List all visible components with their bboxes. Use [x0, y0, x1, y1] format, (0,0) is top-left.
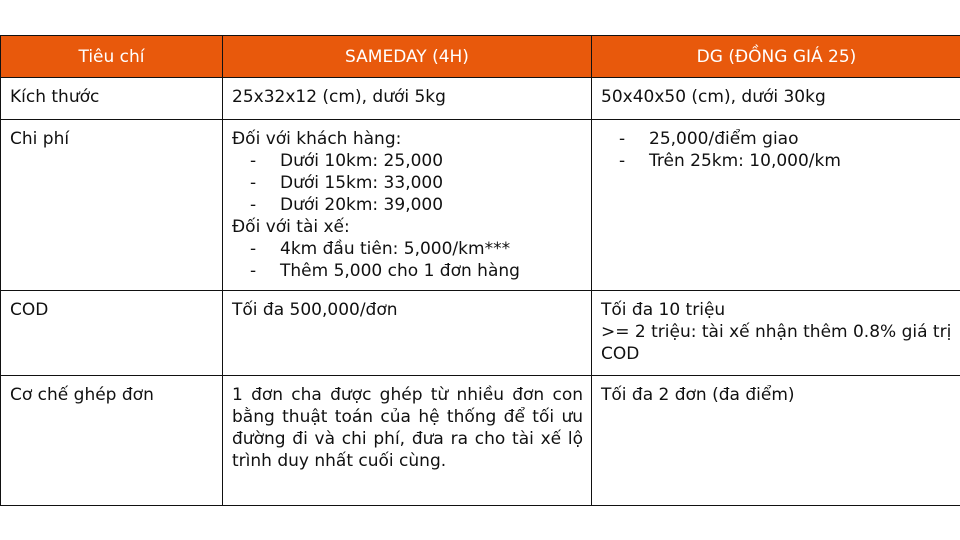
cod-bonus: >= 2 triệu: tài xế nhận thêm 0.8% giá trị COD: [601, 322, 952, 364]
header-dg: DG (ĐỒNG GIÁ 25): [592, 36, 960, 78]
cell-dg: Tối đa 2 đơn (đa điểm): [592, 376, 960, 506]
table-row-cod: [1, 291, 960, 376]
list-item: - Dưới 20km: 39,000: [250, 195, 444, 215]
header-criteria: Tiêu chí: [1, 36, 223, 78]
cell-criteria: Kích thước: [1, 78, 223, 120]
cell-sameday: [223, 120, 592, 291]
list-item: - 4km đầu tiên: 5,000/km***: [250, 239, 511, 259]
list-item: - Trên 25km: 10,000/km: [619, 151, 841, 171]
header-sameday: SAMEDAY (4H): [223, 36, 592, 78]
cell-dg: [592, 291, 960, 376]
list-item: - Dưới 15km: 33,000: [250, 173, 444, 193]
list-item: - Thêm 5,000 cho 1 đơn hàng: [250, 261, 520, 281]
driver-heading: Đối với tài xế:: [232, 217, 350, 237]
cell-sameday: Tối đa 500,000/đơn: [223, 291, 592, 376]
cell-sameday: 25x32x12 (cm), dưới 5kg: [223, 78, 592, 120]
table-row-merge: [1, 376, 960, 506]
cell-dg: [592, 120, 960, 291]
table-row-cost: [1, 120, 960, 291]
list-item: - Dưới 10km: 25,000: [250, 151, 444, 171]
cell-criteria: Chi phí: [1, 120, 223, 291]
list-item: - 25,000/điểm giao: [619, 129, 799, 149]
header-row: [1, 36, 960, 78]
cod-limit: Tối đa 10 triệu: [601, 300, 726, 320]
comparison-table: [0, 35, 960, 506]
customer-heading: Đối với khách hàng:: [232, 129, 402, 149]
cell-dg: 50x40x50 (cm), dưới 30kg: [592, 78, 960, 120]
cell-criteria: COD: [1, 291, 223, 376]
cell-criteria: Cơ chế ghép đơn: [1, 376, 223, 506]
table-row-size: [1, 78, 960, 120]
cell-sameday: 1 đơn cha được ghép từ nhiều đơn con bằng thuật toán của hệ thống để tối ưu đường đi và chi phí, đưa ra cho tài xế lộ trình duy nhất cuối cùng.: [223, 376, 592, 506]
